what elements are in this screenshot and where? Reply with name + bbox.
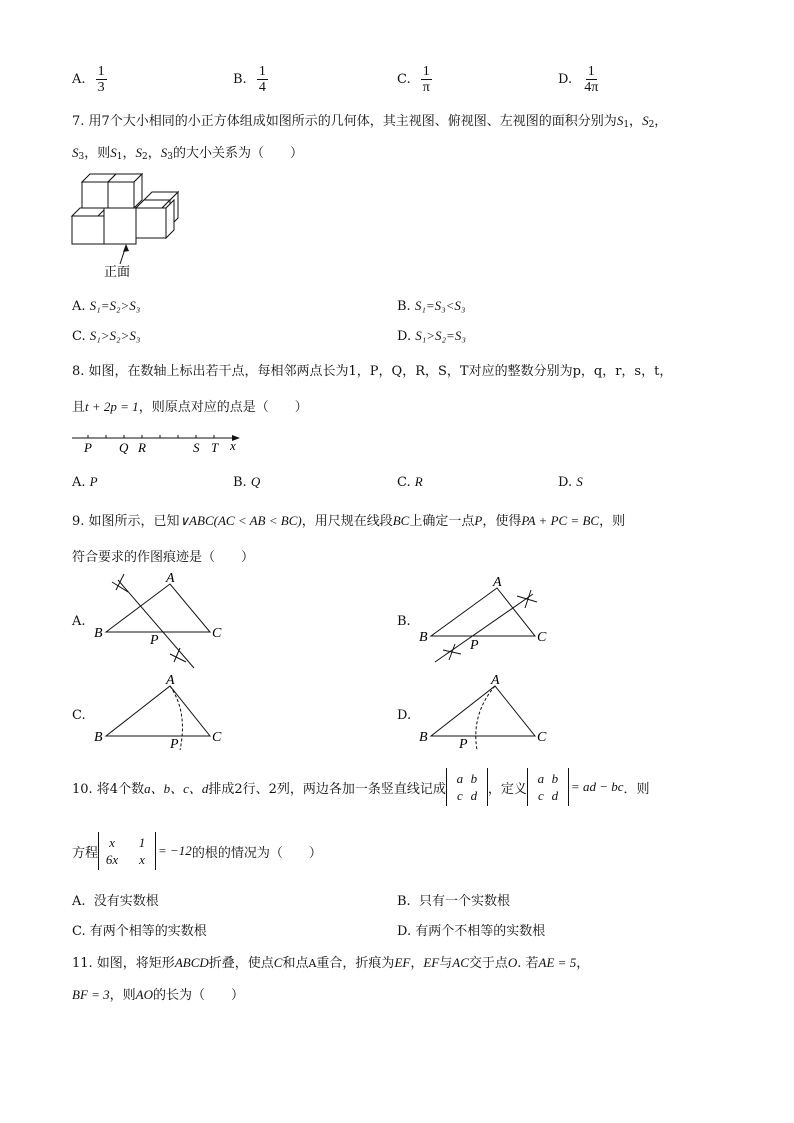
q6-option-d[interactable]: D. $\frac{1}{4\pi}$ [558,64,599,95]
axis-label-t: T [211,440,219,455]
axis-label-p: P [84,440,92,455]
q7-option-a[interactable]: A. S₁=S₂>S₃ [72,298,141,314]
figure-label: 正面 [104,265,131,280]
q8-option-c[interactable]: C. R [397,474,423,490]
q7-option-d[interactable]: D. S₁>S₂=S₃ [397,328,466,344]
q8-option-a[interactable]: A. P [72,474,98,490]
q9-figure-a [90,570,230,670]
q9-figure-d [415,674,555,752]
q6-option-c[interactable]: C. $\frac{1}{\pi}$ [397,64,430,95]
q6-option-b[interactable]: B. $\frac{1}{4}$ [233,64,266,95]
svg-text:B: B [419,630,428,645]
fraction: $\frac{1}{4\pi}$ [584,64,599,95]
q8-number-line [68,428,248,458]
svg-text:P: P [470,638,479,653]
determinant: a b c d [527,768,569,806]
q10-option-c[interactable]: C. 有两个相等的实数根 [72,924,207,939]
fraction: $\frac{1}{4}$ [258,64,266,95]
q7-option-b[interactable]: B. S₁=S₃<S₃ [397,298,466,314]
determinant: x 1 6x x [98,832,156,870]
fraction: $\frac{1}{3}$ [97,64,105,95]
q8-stem-line1: 8. 如图，在数轴上标出若干点，每相邻两点长为1，P，Q，R，S，T对应的整数分别为p，q，r，s，t， [72,364,673,379]
svg-text:C: C [537,630,547,645]
q6-option-a[interactable]: A. $\frac{1}{3}$ [72,64,105,95]
svg-text:B: B [94,626,103,641]
q8-option-b[interactable]: B. Q [233,474,261,490]
q9-option-b-letter[interactable]: B. [397,614,411,629]
svg-text:C: C [212,626,222,641]
q9-option-d-letter[interactable]: D. [397,708,412,723]
q7-stem-line2: $S_3$，则$S_1$，$S_2$，$S_3$的大小关系为（ ） [72,145,303,162]
axis-label-s: S [193,440,200,455]
q10-option-a[interactable]: A. 没有实数根 [72,894,159,909]
determinant: a b c d [446,768,488,806]
svg-text:P: P [459,737,468,752]
axis-label-x: x [230,438,236,453]
q11-stem-line2: BF = 3，则AO的长为（ ） [72,987,245,1003]
svg-text:C: C [537,730,547,745]
q9-option-c-letter[interactable]: C. [72,708,86,723]
q7-option-c[interactable]: C. S₁>S₂>S₃ [72,328,141,344]
svg-text:A: A [166,674,175,688]
q10-option-d[interactable]: D. 有两个不相等的实数根 [397,924,546,939]
svg-text:B: B [94,730,103,745]
fraction: $\frac{1}{\pi}$ [422,64,430,95]
q9-option-a-letter[interactable]: A. [72,614,86,629]
q8-option-d[interactable]: D. S [558,474,583,490]
q7-stem-line1: 7. 用7个大小相同的小正方体组成如图所示的几何体，其主视图、俯视图、左视图的面积分别为$S_1$，$S_2$， [72,113,668,130]
q8-stem-line2: 且t + 2p = 1，则原点对应的点是（ ） [72,399,308,415]
q11-stem-line1: 11. 如图，将矩形ABCD折叠，使点C和点A重合，折痕为EF，EF与AC交于点O. 若AE = 5， [72,955,590,971]
svg-text:A: A [493,575,502,590]
svg-text:A: A [166,571,175,586]
q9-stem-line1: 9. 如图所示，已知∨ABC(AC < AB < BC)，用尺规在线段BC上确定一点P，使得PA + PC = BC，则 [72,513,626,529]
svg-text:B: B [419,730,428,745]
axis-label-q: Q [119,440,129,455]
axis-label-r: R [138,440,146,455]
q10-option-b[interactable]: B. 只有一个实数根 [397,894,510,909]
q10-stem-line1: 10. 将4个数 a、b、c、d 排成2行、2列，两边各加一条竖直线记成 a b c d ，定义 a b c d = ad − bc ．则 [72,768,650,806]
q9-stem-line2: 符合要求的作图痕迹是（ ） [72,550,255,565]
q7-cube-figure [68,168,188,280]
q9-figure-b [415,574,555,668]
svg-text:A: A [491,674,500,688]
svg-text:C: C [212,730,222,745]
q10-stem-line2: 方程 x 1 6x x = −12 的根的情况为（ ） [72,832,322,870]
svg-text:P: P [170,737,179,752]
q9-figure-c [90,674,230,752]
svg-text:P: P [150,633,159,648]
